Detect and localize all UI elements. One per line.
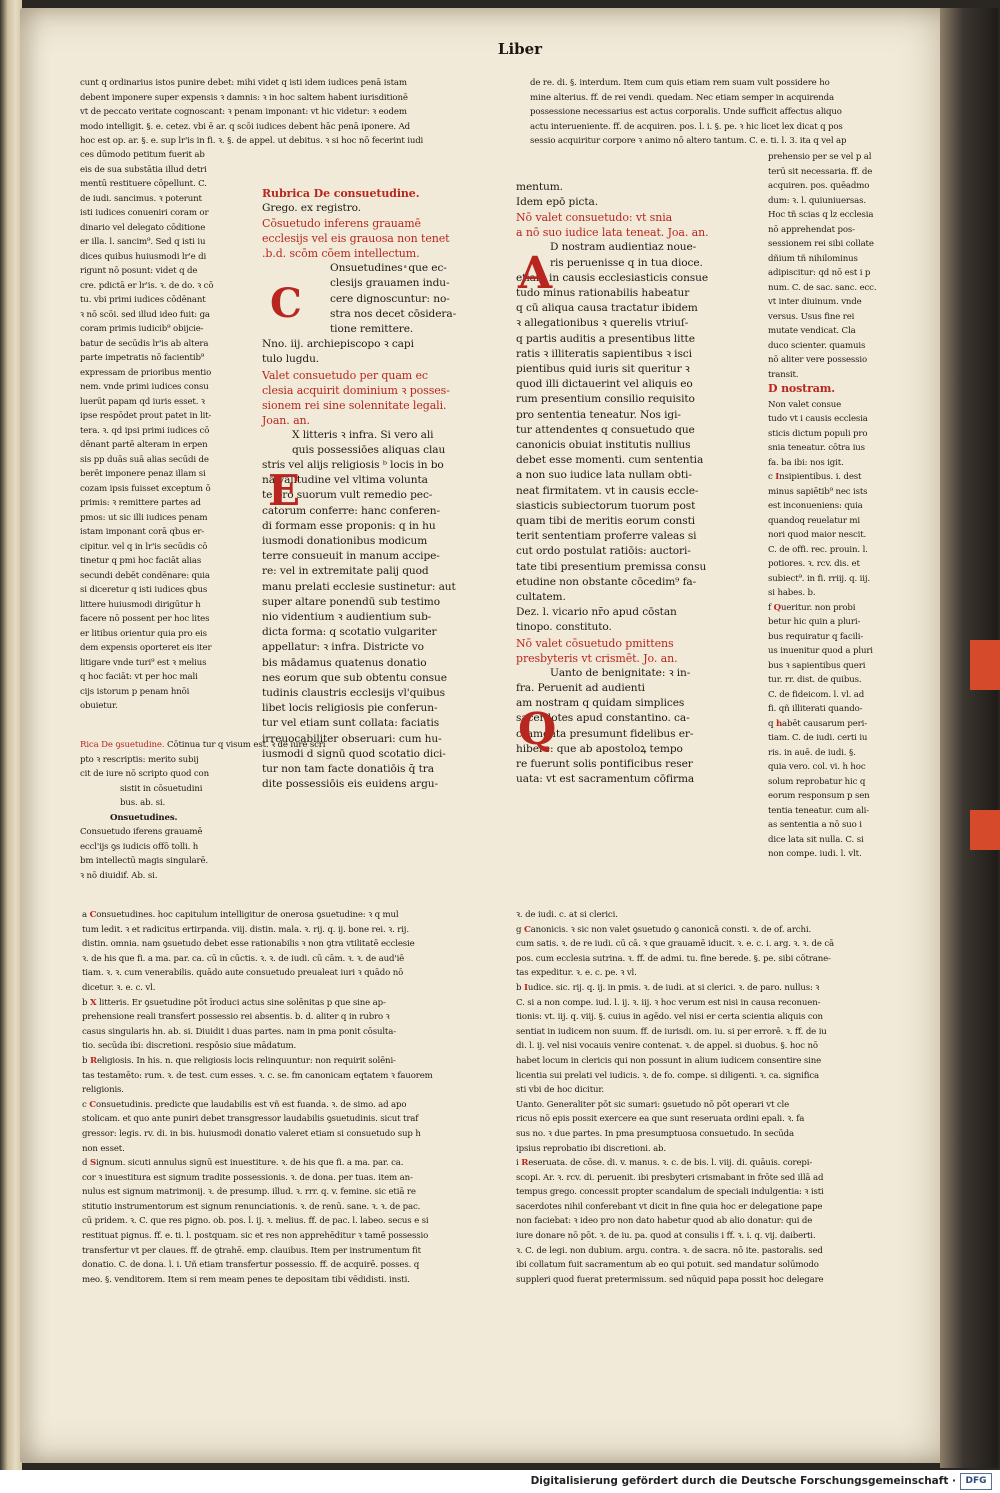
- gloss-line: ꝛ. de his que fi. a ma. par. ca. cū in cūctis. ꝛ. ꝛ. de iudi. cū cām. ꝛ. ꝛ. de aud'iē: [82, 953, 405, 964]
- gloss-line: nori quod maior nescit.: [768, 530, 867, 540]
- gloss-line: b X litteris. Er ꝯsuetudine pōt īroduci actus sine solēnitas p que sine ap-: [82, 997, 386, 1008]
- gloss-line: tio. secūda ibi: discretioni. respōsio siue mādatum.: [82, 1041, 297, 1052]
- gloss-line: sacerdotes nihil conferebant vt dicit in fine quia hoc er delegatione pape: [516, 1201, 823, 1212]
- gloss-line: donatio. C. de dona. l. i. Uñ etiam transfertur possessio. ff. de acquirē. posses. q: [82, 1260, 420, 1271]
- page-gutter-shadow: [940, 8, 998, 1468]
- gloss-line: sus no. ꝛ due partes. In pma presumptuosa consuetudo. In secūda: [516, 1128, 795, 1139]
- decorated-initial-c: C: [270, 280, 302, 327]
- gloss-line: dñium tñ nihilominus: [768, 253, 858, 264]
- gloss-line: bus requiratur q facili-: [768, 631, 864, 642]
- gloss-line: dices quibus huiusmodi lr'e di: [80, 251, 207, 262]
- rubric-title: Rubrica De consuetudine.: [262, 187, 420, 200]
- gloss-line: berēt imponere penaz illam si: [80, 469, 206, 479]
- gloss-line: adipiscitur: qd nō est i p: [768, 268, 871, 278]
- gloss-line: habet locum in clericis qui non possunt in alium iudicem consentire sine: [516, 1055, 822, 1066]
- gloss-line: fi. qñ illiterati quando-: [768, 704, 863, 714]
- gloss-line: de iudi. sancimus. ꝛ poterunt: [80, 193, 202, 204]
- gloss-line: prehensione reali transfert possessio rei absentis. b. d. aliter q in rubro ꝛ: [82, 1012, 390, 1023]
- gloss-line: acquiren. pos. quēadmo: [768, 181, 870, 191]
- gloss-line: nulus est signum matrimonij. ꝛ. de presump. illud. ꝛ. rrr. q. v. femine. sic etiā re: [82, 1187, 416, 1198]
- gloss-line: si diceretur q isti iudices qbus: [80, 585, 208, 595]
- gloss-line: istam imponant corā qbus er-: [80, 527, 205, 537]
- gloss-line: suppleri quod fuerat pretermissum. sed nūquid papa possit hoc delegare: [516, 1274, 824, 1285]
- gloss-line: potiores. ꝛ. rcv. dis. et: [768, 559, 860, 569]
- gloss-line: cum satis. ꝛ. de re iudi. cū cā. ꝛ que grauamē iducit. ꝛ. e. c. i. arg. ꝛ. ꝛ. de cā: [516, 939, 835, 950]
- gloss-line: rigunt nō posunt: videt q de: [80, 266, 198, 276]
- gloss-line: us inuenitur quod a pluri: [768, 646, 873, 656]
- gloss-line: ipsius reprobatio ibi discretioni. ab.: [516, 1143, 666, 1154]
- gloss-line: licentia sui prelati vel iudicis. ꝛ. de fo. compe. si diligenti. ꝛ. ca. significa: [516, 1070, 820, 1081]
- gloss-line: tentia teneatur. cum ali-: [768, 805, 870, 816]
- gloss-line: fa. ba ibi: nos igit.: [768, 457, 844, 468]
- gloss-line: cū pridem. ꝛ. C. que res pigno. ob. pos. l. ij. ꝛ. melius. ff. de pac. l. labeo. secus e si: [82, 1216, 429, 1227]
- gloss-line: isti iudices conueniri coram or: [80, 208, 209, 218]
- gloss-line: ricus nō epis possit exercere ea que sunt reseruata ordini epali. ꝛ. fa: [516, 1114, 805, 1125]
- gloss-line: i Reseruata. de cōse. di. v. manus. ꝛ. c. de bis. l. viij. di. quāuis. corepi-: [516, 1158, 813, 1169]
- gloss-line: primis: ꝛ remittere partes ad: [80, 498, 201, 508]
- gloss-line: ꝛ. de iudi. c. at si clerici.: [516, 910, 618, 920]
- gloss-line: b Religiosis. In his. n. que religiosis locis relinquuntur: non requirit solēni-: [82, 1055, 396, 1066]
- gloss-line: C. de fideicom. l. vl. ad: [768, 689, 865, 700]
- gloss-line: tas expeditur. ꝛ. e. c. pe. ꝛ vl.: [516, 968, 637, 979]
- gloss-line: sti vbi de hoc dicitur.: [516, 1085, 604, 1096]
- gloss-line: snia teneatur. cōtra ius: [768, 443, 865, 453]
- gloss-line: c Insipientibus. i. dest: [768, 472, 862, 482]
- gloss-line: C. si a non compe. iud. l. ij. ꝛ. iij. ꝛ hoc verum est nisi in causa reconuen-: [516, 997, 821, 1008]
- gloss-line: tempus grego. concessit propter scandalum de speciali indulgentia: ꝛ isti: [516, 1187, 824, 1198]
- gloss-line: tum ledit. ꝛ et radicitus ertirpanda. viij. distin. mala. ꝛ. rij. q. ij. bone rei. ꝛ. rij.: [82, 924, 409, 935]
- gloss-line: distin. omnia. nam ꝯsuetudo debet esse rationabilis ꝛ non ꝯtra vtilitatē ecclesie: [82, 939, 415, 950]
- gloss-line: transit.: [768, 369, 799, 380]
- gloss-line: pos. cum ecclesia sutrina. ꝛ. ff. de admi. tu. fine berede. §. pe. sibi cōtrane-: [516, 953, 831, 964]
- gloss-line: q hoc faciāt: vt per hoc mali: [80, 672, 198, 682]
- gloss-line: cijs istorum p penam hnōi: [80, 686, 190, 697]
- gloss-line: ibi collatum fuit sacramentum ab eo qui potuit. sed mandatur solūmodo: [516, 1260, 819, 1271]
- gloss-line: religionis.: [82, 1085, 124, 1096]
- gloss-line: scopi. Ar. ꝛ. rcv. di. peruenit. ibi presbyteri crismabant in frōte sed illā ad: [516, 1172, 824, 1183]
- gloss-line: non esset.: [82, 1143, 125, 1154]
- gloss-line: minus sapiētib⁹ nec ists: [768, 486, 868, 497]
- gloss-line: d Signum. sicuti annulus signū est inuestiture. ꝛ. de his que fi. a ma. par. ca.: [82, 1158, 404, 1169]
- gloss-line: ꝛ nō scōi. sed illud ideo fuit: ga: [80, 309, 210, 320]
- gloss-line: dēnant partē alteram in erpen: [80, 440, 208, 450]
- gloss-line: secundi debēt condēnare: quia: [80, 570, 210, 581]
- gloss-line: quia vero. col. vi. h hoc: [768, 762, 866, 772]
- gloss-line: Hoc tñ scias q lz ecclesia: [768, 210, 874, 220]
- gloss-top-right: [530, 76, 925, 152]
- gloss-line: litigare vnde turi⁹ est ꝛ melius: [80, 657, 207, 668]
- gloss-line: est inconueniens: quia: [768, 501, 863, 511]
- gloss-line: num. C. de sac. sanc. ecc.: [768, 282, 877, 293]
- gloss-line: eorum responsum p sen: [768, 791, 870, 801]
- gloss-top-left: [80, 76, 495, 146]
- gloss-line: dem expensis oporteret eis iter: [80, 643, 212, 653]
- gloss-line: q habēt causarum peri-: [768, 718, 867, 729]
- gloss-line: non faciebat: ꝛ ideo pro non dato habetur quod ab alio donatur: qui de: [516, 1216, 813, 1227]
- gloss-line: de re. di. §. interdum. Item cum quis etiam rem suam vult possidere ho: [530, 78, 830, 88]
- gloss-line: possessione necessarius est actus corporalis. Unde sufficit affectus aliquo: [530, 107, 842, 117]
- gloss-line: quandoq reuelatur mi: [768, 515, 861, 526]
- gloss-line: tur. rr. dist. de quibus.: [768, 675, 862, 685]
- gloss-line: dice lata sit nulla. C. si: [768, 834, 864, 845]
- gloss-line: sis pp duās suā alias secūdi de: [80, 454, 209, 465]
- gloss-line: obuietur.: [80, 701, 118, 711]
- main-text-column-1: Rubrica De consuetudine. Grego. ex registro. Cōsuetudo inferens grauamē ecclesijs vel eis grauosa non tenet .b.d. scōm cōem intellectum. Onsuetudines ͣ que ec- clesijs grauamen indu- cere dignoscuntur: no- stra nos decet cōsidera- tione remittere. Nno. iij. archiepiscopo ꝛ capi tulo lugdu. Valet consuetudo per quam ec clesia acquirit dominium ꝛ posses- sionem rei sine solennitate legali. Joan. an. X litteris ꝛ infra. Si vero ali quis possessiōes aliquas clau stris vel alijs religiosis ᵇ locis in bo na valitudine vel vltima volunta te pro suorum vult remedio pec- catorum conferre: hanc conferen- di formam esse proponis: q in hu iusmodi donationibus modicum terre consueuit in manum accipe- re: vel in extremitate palij quod manu prelati ecclesie sustinetur: aut super altare ponendū sub testimo nio videntium ꝛ audientium sub- dicta forma: q scotatio vulgariter appellatur: ꝛ infra. Districte vo bis mādamus quatenus donatio nes eorum que sub obtentu consue tudinis claustris ecclesijs vl'quibus libet locis religiosis pie conferun- tur vel etiam sunt collata: faciatis irreuocabiliter obseruari: cum hu- iusmodi d signū quod scotatio dici- tur non tam facte donatiōis q̄ tra dite possessiōis eis euidens argu-: [262, 186, 507, 906]
- gloss-line: sentiat in iudicem non suum. ff. de iurisdi. om. iu. si per errorē. ꝛ. ff. de iu: [516, 1026, 827, 1037]
- gloss-line: ris. in auē. de iudi. §.: [768, 747, 856, 758]
- footer-credit: Digitalisierung gefördert durch die Deutsche Forschungsgemeinschaft ·: [530, 1475, 956, 1487]
- gloss-line: bus ꝛ sapientibus queri: [768, 660, 866, 671]
- gloss-line: stitutio instrumentorum est signum renunciationis. ꝛ. de renū. sane. ꝛ. ꝛ. de pac.: [82, 1201, 421, 1212]
- gloss-line: tionis: vt. iij. q. viij. §. cuius in agēdo. vel nisi er certa scientia aliquis con: [516, 1012, 823, 1023]
- gloss-line: cre. pdictā er lr'is. ꝛ. de do. ꝛ cō: [80, 280, 214, 291]
- gloss-line: expressam de prioribus mentio: [80, 367, 212, 378]
- gloss-line: sticis dictum populi pro: [768, 428, 868, 439]
- gloss-line: versus. Usus fine rei: [768, 311, 855, 322]
- gloss-line: parte impetratis nō facientib⁹: [80, 353, 205, 363]
- gloss-left-rubric-block: Rica De ꝯsuetudine. Cōtinua tur q visum est. ꝛ de iure scri pto ꝛ rescriptis: merito subij cit de iure nō scripto quod con sistit in cōsuetudini bus. ab. si. Onsuetudines. Consuetudo iferens grauamē eccl'ijs ꝯs iudicis offō tolli. h bm intellectū magis singularē. ꝛ nō diuidif. Ab. si.: [80, 740, 326, 881]
- gloss-line: tera. ꝛ. qd ipsi primi iudices cō: [80, 425, 210, 436]
- gloss-line: vt inter diuinum. vnde: [768, 297, 862, 307]
- gloss-line: cozam ipsis fuisset exceptum ō: [80, 483, 211, 494]
- gloss-line: b Iudice. sic. rij. q. ij. in pmis. ꝛ. de iudi. at si clerici. ꝛ. de paro. nullus: ꝛ: [516, 982, 820, 993]
- book-edge: [0, 0, 22, 1470]
- gloss-left-column: [80, 148, 242, 738]
- gloss-line: eis de sua substātia illud detri: [80, 164, 207, 175]
- gloss-line: tiam. ꝛ. ꝛ. cum venerabilis. quādo aute consuetudo preualeat iuri ꝛ quādo nō: [82, 968, 404, 979]
- gloss-line: tudo vt i causis ecclesia: [768, 414, 868, 424]
- gloss-line: nem. vnde primi iudices consu: [80, 382, 209, 392]
- gloss-line: nō apprehendat pos-: [768, 224, 855, 235]
- gloss-line: luerūt papam qd iuris esset. ꝛ: [80, 396, 205, 407]
- gloss-line: nō aliter vere possessio: [768, 355, 868, 365]
- gloss-line: cipitur. vel q in lr'is secūdis cō: [80, 541, 208, 552]
- gloss-line: C. de offi. rec. prouin. l.: [768, 544, 868, 555]
- decorated-initial-e: E: [268, 466, 301, 515]
- gloss-line: a Consuetudines. hoc capitulum intelligitur de onerosa ꝯsuetudine: ꝛ q mul: [82, 910, 399, 920]
- gloss-line: as sententia a nō suo i: [768, 820, 862, 830]
- gloss-line: sessionem rei sibi collate: [768, 239, 874, 249]
- decorated-initial-q: Q: [518, 704, 557, 755]
- gloss-line: mentū restituere cōpellunt. C.: [80, 179, 207, 189]
- gloss-line: er illa. l. sancim⁹. Sed q isti iu: [80, 237, 206, 247]
- gloss-line: cunt q ordinarius istos punire debet: mihi videt q isti idem iudices penā istam: [80, 78, 407, 88]
- gloss-line: non compe. iudi. l. vlt.: [768, 849, 862, 859]
- decorated-initial-a: A: [518, 248, 553, 299]
- gloss-line: coram primis iudicib⁹ obijcie-: [80, 324, 204, 334]
- gloss-line: tas testamēto: rum. ꝛ. de test. cum esses. ꝛ. c. se. fm canonicam eqtatem ꝛ fauorem: [82, 1070, 433, 1081]
- gloss-line: terū sit necessaria. ff. de: [768, 166, 873, 177]
- gloss-line: sessio acquiritur corpore ꝛ animo nō altero tantum. C. e. ti. l. 3. ita q vel ap: [530, 136, 847, 146]
- gloss-line: actu interueniente. ff. de acquiren. pos. l. i. §. pe. ꝛ hic licet lex dicat q pos: [530, 121, 843, 132]
- gloss-line: c Consuetudinis. predicte que laudabilis est vñ est fuanda. ꝛ. de simo. ad apo: [82, 1099, 407, 1110]
- gloss-line: cor ꝛ inuestitura est signum tradite possessionis. ꝛ. de dona. per tuas. item an-: [82, 1172, 413, 1183]
- gloss-line: g Canonicis. ꝛ sic non valet ꝯsuetudo ꝯ canonicā consti. ꝛ. de of. archi.: [516, 924, 812, 935]
- bookmark-ribbon: [970, 810, 1000, 850]
- gloss-right-column: [768, 150, 928, 900]
- gloss-line: dinario vel delegato cōditione: [80, 222, 206, 233]
- gloss-line: ces dūmodo petitum fuerit ab: [80, 150, 205, 160]
- gloss-line: tu. vbi primi iudices cōdēnant: [80, 295, 206, 305]
- gloss-line: duco scienter. quamuis: [768, 340, 866, 351]
- main-text-column-2: mentum. Idem epō picta. Nō valet consuetudo: vt snia a nō suo iudice lata teneat. Joa. an. D nostram audientiaz noue- ris peruenisse q in tua dioce. etiam in causis ecclesiasticis consue tudo minus rationabilis habeatur q cū aliqua causa tractatur ibidem ꝛ allegationibus ꝛ querelis vtriuſ- q partis auditis a presentibus litte ratis ꝛ illiteratis sapientibus ꝛ isci pientibus quid iuris sit queritur ꝛ quod illi dictauerint vel aliquis eo rum presentium consilio requisito pro sententia teneatur. Nos igi- tur attendentes q consuetudo que canonicis obuiat institutis nullius debet esse momenti. cum sententia a non suo iudice lata nullam obti- neat firmitatem. vt in causis eccle- siasticis subiectorum tuorum post quam tibi de meritis eorum consti terit sententiam proferre valeas si cut ordo postulat ratiōis: auctori- tate tibi presentium premissa consu etudine non obstante cōcedim⁹ fa- cultatem. Dez. l. vicario nr̄o apud cōstan tinopo. constituto. Nō valet cōsuetudo pmittens presbyteris vt crismēt. Jo. an. Uanto de benignitate: ꝛ in- fra. Peruenit ad audienti am nostram q quidam simplices sacerdotes apud constantino. ca- cramenta presumunt fidelibus er- hibere: que ab apostoloꝝ tempo re fuerunt solis pontificibus reser uata: vt est sacramentum cōfirma: [516, 181, 709, 786]
- gloss-line: Non valet consue: [768, 399, 842, 410]
- gloss-line: vt de peccato veritate cognoscant: ꝛ penam imponant: vt hic videtur: ꝛ eodem: [80, 107, 407, 117]
- gloss-line: er litibus orientur quia pro eis: [80, 628, 207, 639]
- gloss-line: stolicam. et quo ante puniri debet transgressor laudabilis ꝯsuetudinis. sicut traf: [82, 1114, 419, 1125]
- gloss-line: prehensio per se vel p al: [768, 152, 872, 162]
- gloss-line: f Queritur. non probi: [768, 602, 856, 613]
- gloss-line: iure donare nō pōt. ꝛ. de iu. pa. quod at consulis i ff. ꝛ. i. q. vij. daiberti.: [516, 1231, 816, 1242]
- gloss-line: gressor: legis. rv. di. in bis. huiusmodi donatio valeret etiam si consuetudo sup h: [82, 1128, 421, 1139]
- gloss-line: tiam. C. de iudi. certi iu: [768, 733, 868, 743]
- gloss-line: restituat pignus. ff. e. ti. l. postquam. sic et res non apprehēditur ꝛ tamē possessio: [82, 1231, 429, 1242]
- gloss-line: dum: ꝛ. l. quiuniuersas.: [768, 195, 866, 206]
- gloss-bottom-left: [82, 908, 502, 1300]
- gloss-line: debent imponere super expensis ꝛ damnis: ꝛ in hoc saltem habent iurisditionē: [80, 92, 408, 103]
- gloss-line: tinetur q pmi hoc faciāt alias: [80, 556, 202, 566]
- gloss-line: solum reprobatur hic q: [768, 776, 866, 787]
- gloss-line: subiect⁹. in fi. rriij. q. iij.: [768, 573, 870, 584]
- gloss-line: littere huiusmodi dirigūtur h: [80, 599, 201, 610]
- gloss-line: transfertur vt per claues. ff. de ꝯtrahē. emp. clauibus. Item per instrumentum fit: [82, 1245, 421, 1256]
- gloss-line: casus singularis hn. ab. si. Diuidit i duas partes. nam in pma ponit cōsulta-: [82, 1026, 396, 1037]
- gloss-line: dicetur. ꝛ. e. c. vl.: [82, 982, 156, 993]
- gloss-line: ipse respōdet prout patet in lit-: [80, 411, 212, 421]
- gloss-line: mutate vendicat. Cla: [768, 326, 856, 336]
- bookmark-ribbon: [970, 640, 1000, 690]
- gloss-line: Uanto. Generaliter pōt sic sumari: ꝯsuetudo nō pōt operari vt cle: [516, 1099, 790, 1110]
- gloss-line: batur de secūdis lr'is ab altera: [80, 338, 209, 349]
- gloss-line: mine alterius. ff. de rei vendi. quedam. Nec etiam semper in acquirenda: [530, 92, 834, 103]
- gloss-line: pmos: ut sic illi iudices penam: [80, 512, 208, 523]
- gloss-line: si habes. b.: [768, 588, 816, 598]
- running-header: Liber: [497, 40, 543, 58]
- gloss-line: betur hic quin a pluri-: [768, 617, 861, 627]
- gloss-line: modo intelligit. §. e. cetez. vbi ē ar. q scōi iudices debent hāc penā iponere. Ad: [80, 121, 410, 132]
- gloss-line: facere nō possent per hoc lites: [80, 614, 210, 624]
- gloss-line: di. l. ij. vel nisi vocauis venire contenat. ꝛ. de appel. si duobus. §. hoc nō: [516, 1041, 818, 1052]
- gloss-bottom-right: [516, 908, 926, 1318]
- gloss-lemma: Onsuetudines.: [110, 812, 178, 823]
- gloss-rubric: Rica De ꝯsuetudine.: [80, 740, 165, 750]
- gloss-line: ꝛ. C. de legi. non dubium. argu. contra. ꝛ. de sacra. nō ite. pastoralis. sed: [516, 1245, 823, 1256]
- gloss-right-lemma: D nostram.: [768, 382, 835, 395]
- gloss-line: hoc est op. ar. §. e. sup lr'is in fi. ꝛ. §. de appel. ut debitus. ꝛ si hoc nō fecerint iudi: [80, 136, 424, 146]
- dfg-logo: DFG: [960, 1473, 992, 1490]
- gloss-line: meo. §. venditorem. Item si rem meam penes te depositam tibi vēdidisti. insti.: [82, 1274, 410, 1285]
